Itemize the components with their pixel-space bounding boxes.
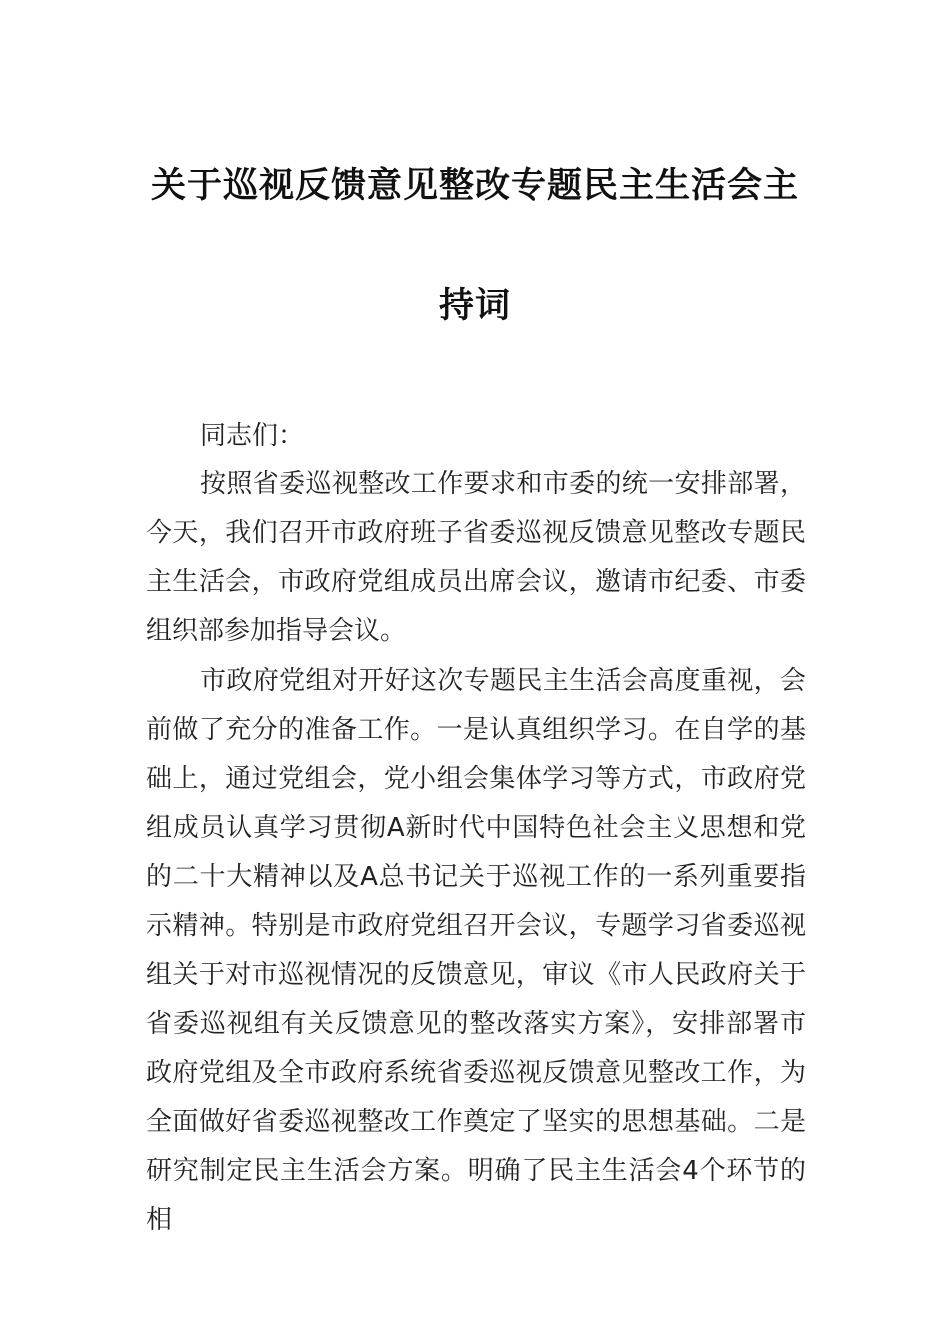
document-title-line-1: 关于巡视反馈意见整改专题民主生活会主 (150, 165, 799, 206)
paragraph: 按照省委巡视整改工作要求和市委的统一安排部署，今天，我们召开市政府班子省委巡视反馈意见整改专题民主生活会，市政府党组成员出席会议，邀请市纪委、市委组织部参加指导会议。 (146, 469, 806, 646)
greeting: 同志们： (200, 421, 305, 451)
paragraph-2-block (146, 657, 806, 1245)
document-title-line-2: 持词 (438, 285, 511, 326)
paragraph: 市政府党组对开好这次专题民主生活会高度重视，会前做了充分的准备工作。一是认真组织学习。在自学的基础上，通过党组会，党小组会集体学习等方式，市政府党组成员认真学习贯彻A新时代中国特色社会主义思想和党的二十大精神以及A总书记关于巡视工作的一系列重要指示精神。特别是市政府党组召开会议，专题学习省委巡视组关于对市巡视情况的反馈意见，审议《市人民政府关于省委巡视组有关反馈意见的整改落实方案》，安排部署市政府党组及全市政府系统省委巡视反馈意见整改工作，为全面做好省委巡视整改工作奠定了坚实的思想基础。二是研究制定民主生活会方案。明确了民主生活会4个环节的相 (146, 666, 806, 1235)
paragraph-1-block (146, 460, 806, 656)
